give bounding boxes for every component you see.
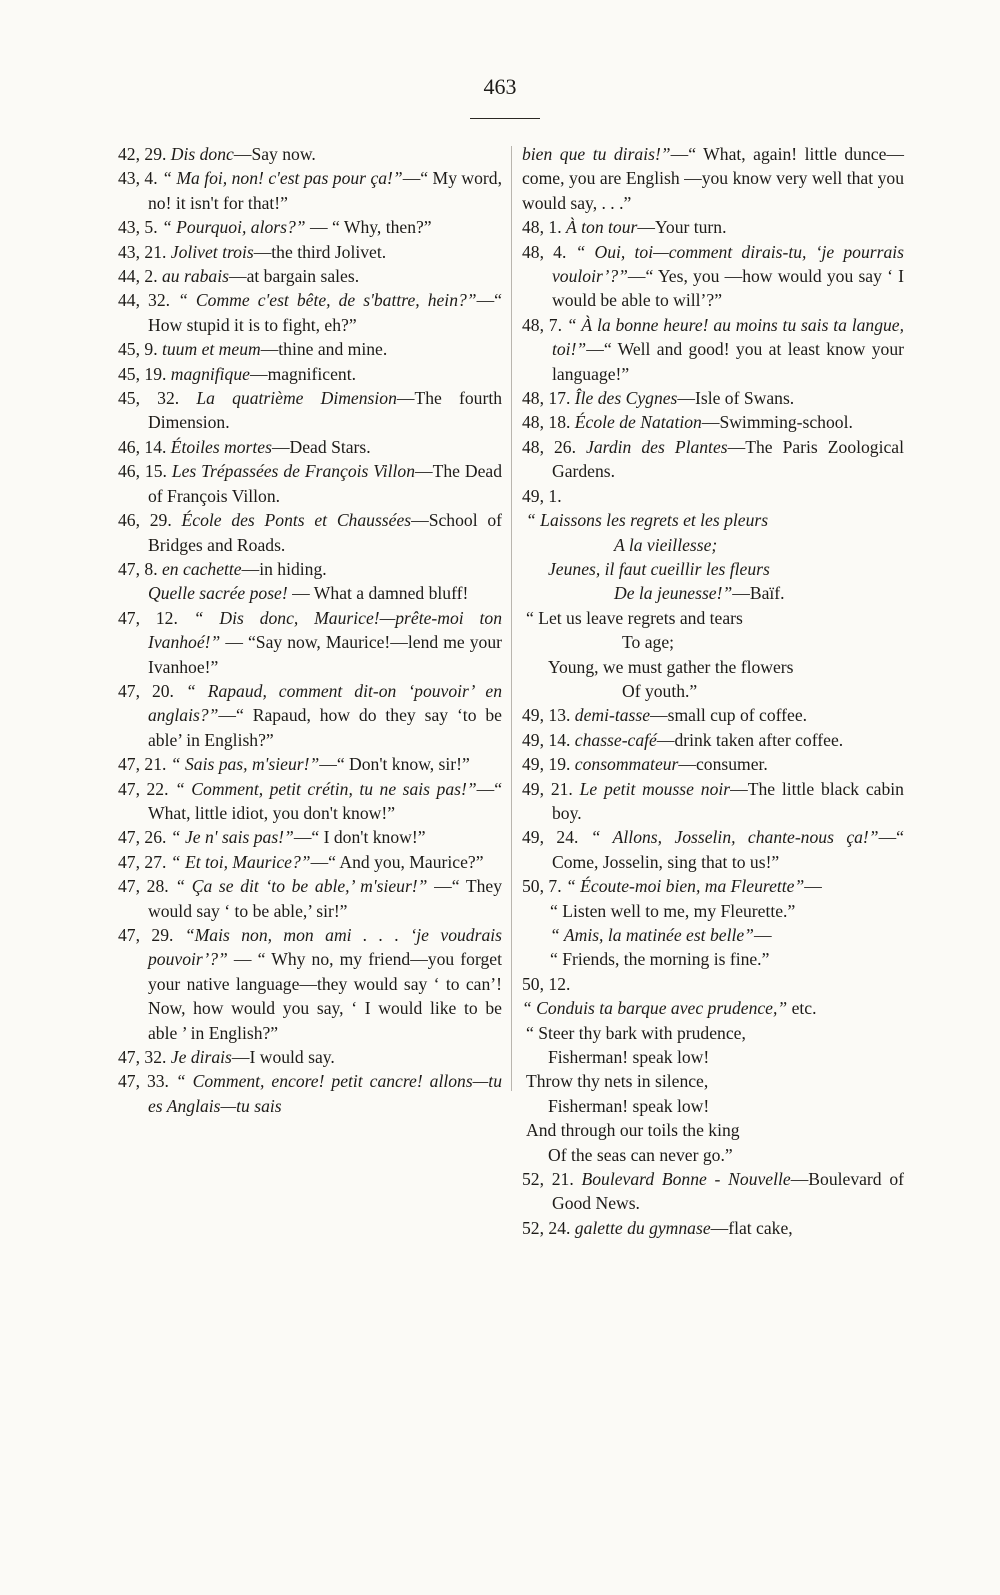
entry xyxy=(118,606,502,679)
entry-french: “ Dis donc, Maurice!—prête-moi ton Ivanhoé!” xyxy=(148,607,503,653)
entry-ref: 50, 12. xyxy=(522,973,571,994)
poem2-line: Fisherman! speak low! xyxy=(548,1047,710,1068)
entry-english: —drink taken after coffee. xyxy=(656,729,844,750)
entry-english: —The Paris Zoological Gardens. xyxy=(552,436,905,482)
entry xyxy=(118,1069,502,1118)
poem-en-line: To age; xyxy=(622,632,675,653)
poem-english-2 xyxy=(522,1021,904,1167)
entry-ref: 47, 32. xyxy=(118,1047,167,1068)
entry-english: — xyxy=(804,876,822,897)
entry-ref: 43, 4. xyxy=(118,168,158,189)
entry-ref: 47, 29. xyxy=(118,925,174,945)
entry-ref: 47, 28. xyxy=(118,876,169,897)
entry xyxy=(118,240,502,264)
entry-ref: 47, 8. xyxy=(118,558,158,579)
entry-english: —“ Don't know, sir!” xyxy=(319,754,470,775)
entry-ref: 49, 14. xyxy=(522,729,571,750)
entry-english: — “ Why, then?” xyxy=(305,217,432,238)
entry xyxy=(118,874,502,923)
entry xyxy=(522,484,904,508)
entry-ref: 44, 2. xyxy=(118,266,158,287)
entry xyxy=(118,557,502,581)
entry-ref: 49, 1. xyxy=(522,485,562,506)
entry-french: consommateur xyxy=(574,754,679,775)
entry-ref: 48, 7. xyxy=(522,314,562,335)
entry xyxy=(522,1167,904,1216)
entry-french: Boulevard Bonne - Nouvelle xyxy=(581,1169,791,1190)
entry-ref: 47, 20. xyxy=(118,680,174,701)
column-divider xyxy=(511,146,512,1091)
entry-english: —magnificent. xyxy=(249,363,356,384)
entry xyxy=(118,459,502,508)
entry xyxy=(118,825,502,849)
sub-entry: “ Friends, the morning is fine.” xyxy=(550,949,770,970)
entry-english: —“ Come, Josselin, sing that to us!” xyxy=(552,827,904,872)
entry-english: —the third Jolivet. xyxy=(253,241,387,262)
entry xyxy=(522,972,904,996)
continuation-english: —“ What, again! little dunce—come, you are English —you know very well that you would say, . . .” xyxy=(522,144,904,213)
entry-english: —School of Bridges and Roads. xyxy=(148,510,502,555)
entry-french: À ton tour xyxy=(566,217,638,238)
entry-ref: 52, 24. xyxy=(522,1217,571,1238)
entry xyxy=(118,679,502,752)
entry-french: galette du gymnase xyxy=(574,1217,711,1238)
entry-ref: 46, 15. xyxy=(118,461,167,482)
entry xyxy=(522,777,904,826)
entry xyxy=(118,166,502,215)
entry xyxy=(118,581,502,605)
entry xyxy=(522,386,904,410)
entry-english: —consumer. xyxy=(678,754,768,775)
sub-entry: “ Amis, la matinée est belle”— xyxy=(550,925,772,945)
entry xyxy=(118,752,502,776)
entry-english: —I would say. xyxy=(231,1047,335,1068)
entry xyxy=(522,313,904,386)
entry-ref: 49, 24. xyxy=(522,827,579,848)
entry-french: “ Ça se dit ‘to be able,’ m'sieur!” xyxy=(175,876,428,897)
entry xyxy=(118,288,502,337)
entry-ref: 48, 18. xyxy=(522,412,571,433)
entry-french: Étoiles mortes xyxy=(170,436,272,457)
entry-french: “ Rapaud, comment dit-on ‘pouvoir’ en anglais?” xyxy=(148,680,503,726)
entry-english: —thine and mine. xyxy=(260,339,388,360)
entry-english: —“ They would say ‘ to be able,’ sir!” xyxy=(148,876,502,921)
entry-english: —Boulevard of Good News. xyxy=(552,1169,904,1214)
continuation-entry xyxy=(522,142,904,215)
entry xyxy=(118,777,502,826)
entry-french: École des Ponts et Chaussées xyxy=(181,510,412,531)
entry xyxy=(118,850,502,874)
entry xyxy=(118,923,502,1045)
entry-ref: 46, 29. xyxy=(118,510,172,531)
entry-english: —Your turn. xyxy=(637,217,727,238)
entry-english: —“ Yes, you —how would you say ‘ I would be able to will’?” xyxy=(552,266,904,311)
entry-ref: 47, 21. xyxy=(118,754,167,775)
entry-english: — “ Why no, my friend—you forget your native language—they would say ‘ to can’! Now, how would you say, ‘ I would like to be able ’ in English?” xyxy=(148,949,502,1043)
entry-french: “ Et toi, Maurice?” xyxy=(170,851,311,872)
entry xyxy=(118,142,502,166)
entry-french: Jardin des Plantes xyxy=(586,436,728,457)
entry-ref: 50, 7. xyxy=(522,876,562,897)
entry-ref: 47, 33. xyxy=(118,1071,169,1092)
poem-author: —Baïf. xyxy=(732,583,785,604)
entry-50-12-line: “ Conduis ta barque avec prudence,” etc. xyxy=(522,998,817,1019)
entry-ref: 42, 29. xyxy=(118,144,167,164)
entry-french: “ Pourquoi, alors?” xyxy=(162,217,306,238)
entry xyxy=(118,386,502,435)
entry-french: Les Trépassées de François Villon xyxy=(171,461,415,482)
header-rule xyxy=(470,118,540,119)
poem-english xyxy=(522,606,904,704)
entry-english: —“ And you, Maurice?” xyxy=(310,851,484,872)
entry-english: —“ What, little idiot, you don't know!” xyxy=(148,778,503,823)
poem-fr-line: A la vieillesse; xyxy=(614,534,718,555)
entry xyxy=(522,240,904,313)
entry-french: Quelle sacrée pose! xyxy=(148,583,288,604)
entry-ref: 45, 32. xyxy=(118,388,180,409)
poem2-line: Of the seas can never go.” xyxy=(548,1144,733,1165)
entry xyxy=(522,752,904,776)
entry-french: au rabais xyxy=(162,266,229,287)
entry xyxy=(118,362,502,386)
entry-english: —at bargain sales. xyxy=(228,266,360,287)
entry xyxy=(118,215,502,239)
entry-french: chasse-café xyxy=(574,729,657,750)
entry-french: “ Comme c'est bête, de s'battre, hein?” xyxy=(178,290,477,311)
entry-french: “ Allons, Josselin, chante-nous ça!” xyxy=(590,827,879,848)
entry-french: “ Ma foi, non! c'est pas pour ça!” xyxy=(162,168,403,189)
entry-ref: 49, 19. xyxy=(522,754,571,775)
entry-english: — “Say now, Maurice!—lend me your Ivanhoe!” xyxy=(148,632,502,677)
poem-fr-line: De la jeunesse!” xyxy=(614,583,733,604)
poem-fr-line: “ Laissons les regrets et les pleurs xyxy=(526,510,769,531)
entry-english: —The fourth Dimension. xyxy=(148,388,502,433)
entry-ref: 47, 12. xyxy=(118,607,178,628)
entry-ref: 48, 26. xyxy=(522,436,577,457)
entry-ref: 43, 5. xyxy=(118,217,158,238)
entry xyxy=(522,435,904,484)
poem-en-line: Of youth.” xyxy=(622,680,698,701)
entry-ref: 48, 17. xyxy=(522,388,571,409)
entry-ref: 46, 14. xyxy=(118,436,167,457)
entry-english: — What a damned bluff! xyxy=(287,583,469,604)
entry-ref: 45, 19. xyxy=(118,363,167,384)
poem2-line: “ Steer thy bark with prudence, xyxy=(526,1022,746,1043)
entry xyxy=(118,508,502,557)
entry-ref: 48, 4. xyxy=(522,241,567,262)
poem-fr-line: Jeunes, il faut cueillir les fleurs xyxy=(548,558,770,579)
entry-ref: 49, 13. xyxy=(522,705,571,726)
poem2-line: Throw thy nets in silence, xyxy=(526,1071,709,1092)
entry-english: —Swimming-school. xyxy=(701,412,853,433)
poem2-line: Fisherman! speak low! xyxy=(548,1095,710,1116)
entry-french: magnifique xyxy=(170,363,250,384)
entry-ref: 44, 32. xyxy=(118,290,171,311)
entry-french: La quatrième Dimension xyxy=(196,388,397,409)
entry-french: “ Écoute-moi bien, ma Fleurette” xyxy=(566,876,805,897)
entry xyxy=(522,1216,904,1240)
poem-en-line: “ Let us leave regrets and tears xyxy=(526,607,743,628)
entry xyxy=(522,215,904,239)
entry xyxy=(522,728,904,752)
entry-french: Dis donc xyxy=(170,144,234,164)
entry-ref: 47, 26. xyxy=(118,827,167,848)
entry-english: —flat cake, xyxy=(710,1217,793,1238)
poem-french xyxy=(522,508,904,606)
entry-english: —The Dead of François Villon. xyxy=(148,461,502,506)
entry-french: demi-tasse xyxy=(574,705,651,726)
continuation-french: bien que tu dirais!” xyxy=(522,144,671,164)
page-number: 463 xyxy=(483,74,517,99)
entry-french: “ Comment, encore! petit cancre! allons—tu es Anglais—tu sais xyxy=(148,1071,502,1116)
entry-english: —Dead Stars. xyxy=(271,436,371,457)
entry-ref: 49, 21. xyxy=(522,778,573,799)
entry-english: —“ I don't know!” xyxy=(293,827,426,848)
entry-french: en cachette xyxy=(162,558,242,579)
entry-french: “ Je n' sais pas!” xyxy=(170,827,294,848)
right-column xyxy=(522,142,904,1240)
entry-english: —Say now. xyxy=(233,144,316,164)
entry-english: —“ Well and good! you at least know your language!” xyxy=(552,339,904,384)
entry-french: Je dirais xyxy=(170,1047,232,1068)
entry xyxy=(522,825,904,874)
entry-french: tuum et meum xyxy=(162,339,261,360)
entry xyxy=(118,337,502,361)
entry-french: Jolivet trois xyxy=(170,241,254,262)
entry-french: “ Comment, petit crétin, tu ne sais pas!” xyxy=(175,778,477,799)
entry-english: —small cup of coffee. xyxy=(650,705,808,726)
entry-french: Le petit mousse noir xyxy=(579,778,731,799)
entry-french: “ À la bonne heure! au moins tu sais ta langue, toi!” xyxy=(552,314,904,360)
entry-ref: 47, 22. xyxy=(118,778,169,799)
entry-french: Île des Cygnes xyxy=(574,388,678,409)
entry-english: —“ How stupid it is to fight, eh?” xyxy=(148,290,502,335)
poem-en-line: Young, we must gather the flowers xyxy=(548,656,794,677)
entry-english: —Isle of Swans. xyxy=(677,388,795,409)
entry-english: —“ Rapaud, how do they say ‘to be able’ in English?” xyxy=(148,705,502,750)
entry xyxy=(522,703,904,727)
entry-ref: 52, 21. xyxy=(522,1169,574,1190)
entry xyxy=(118,264,502,288)
entry xyxy=(522,410,904,434)
entry xyxy=(118,1045,502,1069)
entry-french: “ Oui, toi—comment dirais-tu, ‘je pourrais vouloir’?” xyxy=(552,241,904,287)
entry xyxy=(118,435,502,459)
entry-french: “ Sais pas, m'sieur!” xyxy=(170,754,320,775)
entry xyxy=(522,874,904,898)
entry-ref: 45, 9. xyxy=(118,339,158,360)
left-column xyxy=(118,142,502,1118)
entry-english: —in hiding. xyxy=(241,558,327,579)
entry-ref: 47, 27. xyxy=(118,851,167,872)
poem2-line: And through our toils the king xyxy=(526,1120,740,1141)
entry-french: “Mais non, mon ami . . . ‘je voudrais pouvoir’?” xyxy=(148,925,502,970)
sub-entry: “ Listen well to me, my Fleurette.” xyxy=(550,900,796,921)
entry-ref: 48, 1. xyxy=(522,217,562,238)
entry-french: École de Natation xyxy=(574,412,702,433)
entry-english: —“ My word, no! it isn't for that!” xyxy=(148,168,502,213)
entry-english: —The little black cabin boy. xyxy=(552,778,904,823)
entry-ref: 43, 21. xyxy=(118,241,167,262)
